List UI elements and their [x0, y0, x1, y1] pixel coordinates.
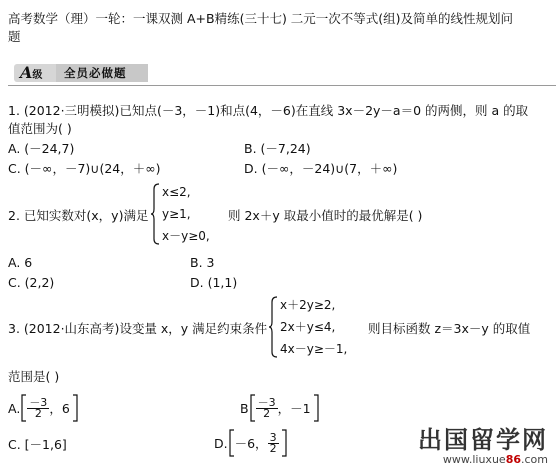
q1-option-a: A. (－24,7) — [8, 141, 75, 156]
q3-option-d — [214, 428, 287, 458]
q3-option-b-fraction — [256, 395, 278, 420]
q3-brace-icon — [268, 296, 278, 358]
q2-brace-icon — [150, 183, 160, 245]
q1-option-d: D. (－∞，－24)∪(7，＋∞) — [244, 161, 398, 176]
q2-option-d: D. (1,1) — [190, 275, 238, 290]
watermark-url: www.liuxue86.com — [442, 453, 548, 466]
q3-option-d-denominator: 2 — [269, 441, 277, 455]
watermark-url-number: 86 — [505, 453, 521, 466]
q1-option-c: C. (－∞，－7)∪(24，＋∞) — [8, 161, 161, 176]
q3-option-d-numerator: 3 — [269, 430, 277, 444]
q3-stem-line2: 范围是( ) — [8, 369, 60, 384]
q3-option-a-label: A. — [8, 400, 21, 416]
q2-stem: 2. 已知实数对(x，y)满足 — [8, 208, 149, 223]
q3-stem: 3. (2012·山东高考)设变量 x，y 满足约束条件 — [8, 321, 268, 336]
section-title: 全员必做题 — [56, 64, 148, 82]
q3-option-b-numerator: －3 — [257, 395, 276, 409]
q2-constraint-3: x－y≥0, — [162, 229, 210, 243]
q1-stem-line1: 1. (2012·三明模拟)已知点(－3，－1)和点(4，－6)在直线 3x－2y－a＝0 的两侧，则 a 的取 — [8, 103, 529, 118]
right-bracket-icon — [313, 394, 319, 422]
section-divider — [8, 85, 556, 86]
q3-option-b-upper: ，－1 — [277, 401, 311, 416]
level-badge: A级 — [14, 64, 56, 82]
watermark-title: 出国留学网 — [418, 426, 548, 454]
q2-constraint-1: x≤2, — [162, 185, 191, 199]
q2-option-a: A. 6 — [8, 255, 33, 270]
site-watermark — [418, 426, 548, 466]
q3-option-a — [8, 393, 78, 423]
q2-stem-tail: 则 2x＋y 取最小值时的最优解是( ) — [228, 208, 423, 223]
level-badge-suffix: 级 — [32, 70, 43, 81]
right-bracket-icon — [281, 429, 287, 457]
q1-stem-line2: 值范围为( ) — [8, 121, 72, 136]
q2-option-c: C. (2,2) — [8, 275, 55, 290]
q2-option-b: B. 3 — [190, 255, 215, 270]
section-banner — [8, 62, 556, 88]
q3-stem-tail: 则目标函数 z＝3x－y 的取值 — [368, 321, 531, 336]
document-title-line1: 高考数学（理）一轮：一课双测 A+B精练(三十七) 二元一次不等式(组)及简单的线性规划问 — [8, 11, 514, 26]
q3-option-d-label: D. — [214, 435, 228, 451]
q3-constraint-3: 4x－y≥－1, — [280, 342, 348, 356]
q3-option-a-denominator: 2 — [34, 406, 42, 420]
q3-constraint-2: 2x＋y≤4, — [280, 320, 336, 334]
q2-constraint-2: y≥1, — [162, 207, 191, 221]
document-title-line2: 题 — [8, 29, 21, 44]
q3-option-c: C. [－1,6] — [8, 437, 67, 452]
q3-option-d-lower: －6， — [234, 436, 268, 451]
right-bracket-icon — [72, 394, 78, 422]
q3-constraint-1: x＋2y≥2, — [280, 298, 336, 312]
q3-option-a-upper: ，6 — [49, 401, 70, 416]
q3-option-a-numerator: －3 — [29, 395, 48, 409]
watermark-url-suffix: .com — [521, 453, 548, 466]
q3-option-b — [240, 393, 319, 423]
q3-option-a-fraction — [27, 395, 49, 420]
q1-option-b: B. (－7,24) — [244, 141, 311, 156]
q3-option-d-fraction — [268, 430, 279, 455]
q3-option-b-label: B — [240, 400, 249, 416]
q3-option-b-denominator: 2 — [263, 406, 271, 420]
